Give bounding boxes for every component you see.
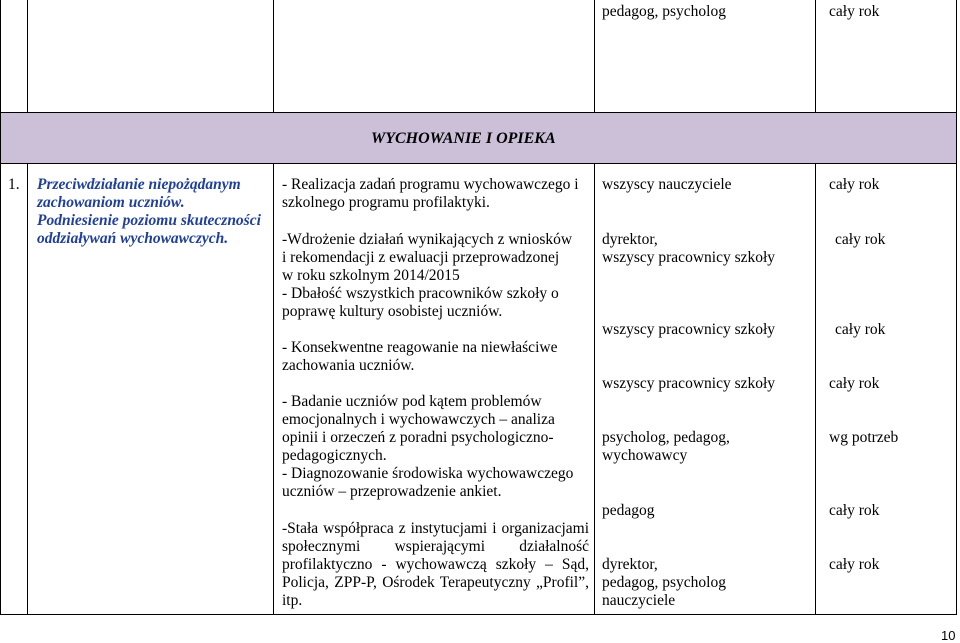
responsible-line: psycholog, pedagog, — [602, 429, 730, 446]
task-line: -Wdrożenie działań wynikających z wniosków — [282, 231, 573, 248]
responsible-line: wszyscy pracownicy szkoły — [602, 321, 776, 338]
task-line: w roku szkolnym 2014/2015 — [282, 267, 460, 284]
goal-line: Podniesienie poziomu skuteczności — [37, 212, 261, 229]
responsible-line: dyrektor, — [602, 556, 658, 573]
task-line: - Badanie uczniów pod kątem problemów — [282, 393, 542, 410]
goal-line: zachowaniom uczniów. — [37, 194, 185, 211]
goal-line: Przeciwdziałanie niepożądanym — [37, 176, 241, 193]
task-line: - Diagnozowanie środowiska wychowawczego — [282, 465, 574, 482]
responsible-line: wychowawcy — [602, 447, 688, 464]
responsible-line: pedagog — [602, 502, 655, 519]
task-line: poprawę kultury osobistej uczniów. — [282, 303, 503, 320]
table-border — [273, 0, 274, 113]
task-line: - Konsekwentne reagowanie na niewłaściwe — [282, 339, 558, 356]
row-number: 1. — [8, 176, 20, 193]
table-border — [594, 163, 595, 615]
top-row-timeframe: cały rok — [829, 3, 880, 20]
timeframe-line: cały rok — [829, 375, 880, 392]
task-line: zachowania uczniów. — [282, 357, 415, 374]
responsible-line: wszyscy pracownicy szkoły — [602, 375, 776, 392]
timeframe-line: cały rok — [835, 321, 886, 338]
task-line: emocjonalnych i wychowawczych – analiza — [282, 411, 555, 428]
table-rule — [0, 163, 957, 164]
task-line: profilaktyczno - wychowawczą szkoły – Sąd, — [282, 556, 589, 573]
table-rule — [0, 112, 957, 113]
timeframe-line: cały rok — [829, 502, 880, 519]
table-border — [815, 163, 816, 615]
responsible-line: pedagog, psycholog — [602, 574, 726, 591]
responsible-line: nauczyciele — [602, 592, 676, 609]
timeframe-line: cały rok — [829, 176, 880, 193]
task-line: - Realizacja zadań programu wychowawczego i — [282, 176, 579, 193]
task-line: społecznymi wspierającymi działalność — [282, 538, 589, 555]
table-border — [815, 0, 816, 113]
task-line: itp. — [282, 592, 303, 609]
responsible-line: wszyscy nauczyciele — [602, 176, 732, 193]
table-border — [27, 163, 28, 615]
task-line: Policja, ZPP-P, Ośrodek Terapeutyczny „Profil”, — [282, 574, 589, 591]
task-line: szkolnego programu profilaktyki. — [282, 194, 490, 211]
table-border — [594, 0, 595, 113]
task-line: opinii i orzeczeń z poradni psychologiczno- — [282, 429, 554, 446]
task-line: -Stała współpraca z instytucjami i organizacjami — [282, 520, 589, 537]
table-border — [956, 0, 957, 615]
table-border — [0, 0, 1, 615]
task-line: i rekomendacji z ewaluacji przeprowadzonej — [282, 249, 560, 266]
top-row-responsible: pedagog, psycholog — [602, 3, 726, 20]
section-title: WYCHOWANIE I OPIEKA — [371, 130, 556, 147]
page-number: 10 — [941, 628, 956, 643]
table-rule — [0, 614, 957, 615]
goal-line: oddziaływań wychowawczych. — [37, 230, 229, 247]
timeframe-line: cały rok — [829, 556, 880, 573]
table-border — [27, 0, 28, 113]
table-border — [273, 163, 274, 615]
task-line: pedagogicznych. — [282, 447, 387, 464]
task-line: - Dbałość wszystkich pracowników szkoły o — [282, 285, 559, 302]
timeframe-line: wg potrzeb — [829, 429, 899, 446]
task-line: uczniów – przeprowadzenie ankiet. — [282, 483, 502, 500]
responsible-line: dyrektor, — [602, 231, 658, 248]
timeframe-line: cały rok — [835, 231, 886, 248]
responsible-line: wszyscy pracownicy szkoły — [602, 249, 776, 266]
